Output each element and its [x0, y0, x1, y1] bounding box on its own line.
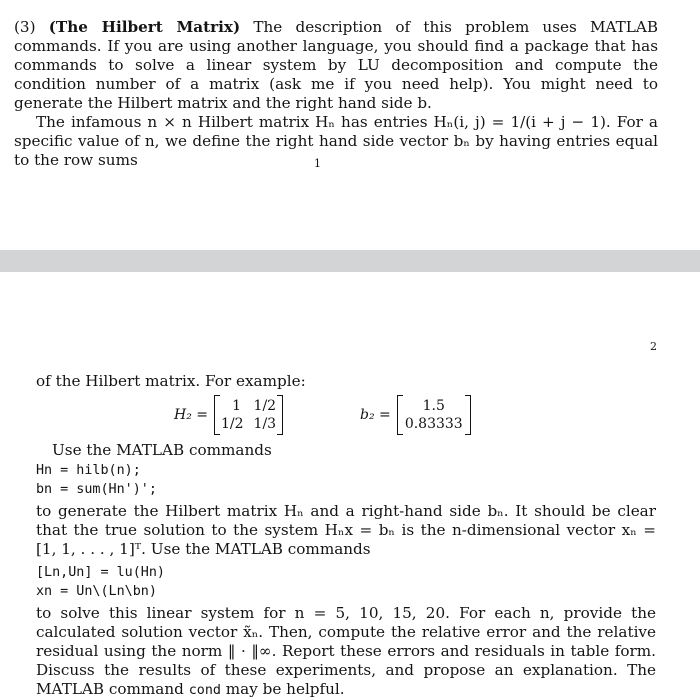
use-commands-1: Use the MATLAB commands	[52, 441, 272, 459]
matrix-cell: 1.5	[422, 398, 445, 414]
matrix-cell: 1/2	[221, 416, 244, 432]
lead-in: of the Hilbert matrix. For example:	[36, 372, 306, 390]
page-separator	[0, 250, 700, 272]
code-line: [Ln,Un] = lu(Hn)	[36, 565, 165, 580]
matrix-cell: 1/3	[253, 416, 277, 432]
page-1	[0, 0, 700, 250]
page-2	[0, 272, 700, 698]
problem-number: (3)	[14, 18, 36, 36]
matrix-cell: 1	[232, 398, 242, 414]
cond-command: cond	[188, 683, 221, 698]
code-line: bn = sum(Hn')';	[36, 482, 157, 497]
matrix-h2	[174, 395, 283, 435]
vector-b2-body	[397, 395, 471, 435]
code-line: Hn = hilb(n);	[36, 463, 141, 478]
matrix-cell: 0.83333	[404, 416, 463, 432]
intro-text: The description of this problem uses MATLAB commands. If you are using another language, you should find a package that has commands to solve a linear system by LU decomposition and compute the condition number of a matrix (ask me if you need help). You might need to generate the Hilbert matrix and the right hand side b.	[14, 18, 659, 112]
vector-b2	[360, 395, 471, 435]
page-number-2: 2	[650, 340, 657, 353]
matrix-row	[404, 415, 464, 433]
problem-intro	[14, 18, 658, 170]
solve-text-end: may be helpful.	[220, 680, 345, 698]
code-line: xn = Un\(Ln\bn)	[36, 584, 157, 599]
matrix-cell: 1/2	[253, 398, 277, 414]
matrix-h2-label: H₂ =	[174, 407, 209, 423]
matrix-row	[221, 415, 276, 433]
solve-text: to solve this linear system for n = 5, 10, 15, 20. For each n, provide the calculated solution vector x̃ₙ. Then, compute the relative error and the relative residual using the norm ‖ · ‖∞. Report these errors and residuals in table form. Discuss the results of these experiments, and propose an explanation. The MATLAB command	[36, 604, 656, 698]
problem-heading: (The Hilbert Matrix)	[48, 18, 241, 36]
hilbert-definition: The infamous n × n Hilbert matrix Hₙ has entries Hₙ(i, j) = 1/(i + j − 1). For a specific value of n, we define the right hand side vector bₙ by having entries equal to the row sums	[14, 113, 658, 169]
page-number-1: 1	[314, 157, 321, 170]
matrix-row	[221, 397, 276, 415]
generate-paragraph: to generate the Hilbert matrix Hₙ and a right-hand side bₙ. It should be clear that the true solution to the system Hₙx = bₙ is the n-dimensional vector xₙ = [1, 1, . . . , 1]ᵀ. Use the MATLAB commands	[36, 502, 656, 558]
vector-b2-label: b₂ =	[360, 407, 391, 423]
matrix-row	[404, 397, 464, 415]
matrix-h2-body	[214, 395, 283, 435]
solve-paragraph	[36, 604, 656, 700]
